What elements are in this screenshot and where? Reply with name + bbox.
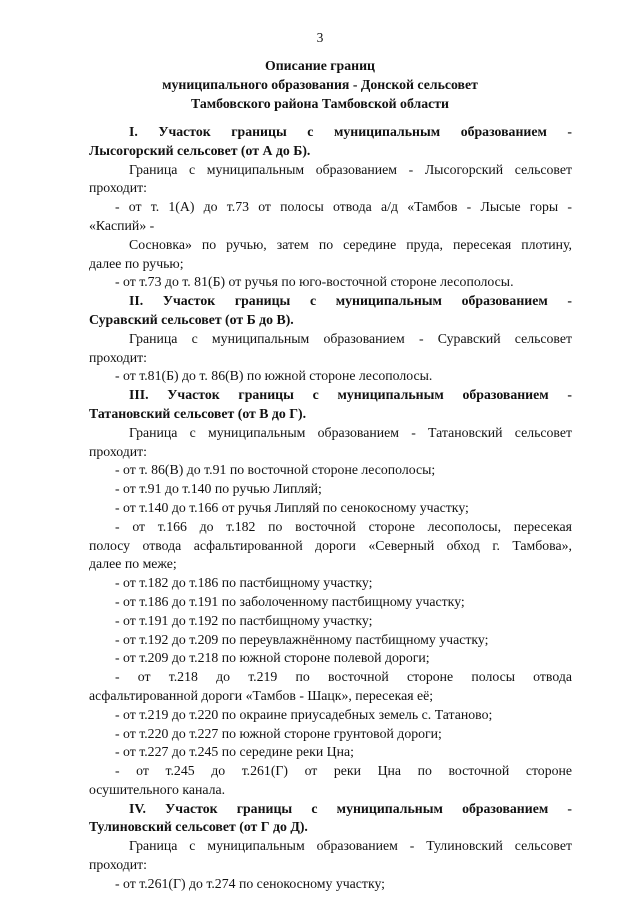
section-intro: Граница с муниципальным образованием - Суравский сельсовет — [129, 330, 572, 346]
section-heading: Тулиновский сельсовет (от Г до Д). — [89, 819, 308, 835]
title-line: Тамбовского района Тамбовской области — [191, 96, 449, 111]
section-heading: III. Участок границы с муниципальным образованием - — [129, 387, 572, 403]
title-line: Описание границ — [265, 58, 375, 73]
list-item: далее по меже; — [89, 556, 177, 572]
section-intro: Граница с муниципальным образованием - Лысогорский сельсовет — [129, 161, 572, 177]
list-item: - от т.166 до т.182 по восточной стороне лесополосы, пересекая — [115, 518, 572, 534]
section-intro: проходит: — [89, 443, 147, 459]
list-item: - от т. 86(В) до т.91 по восточной стороне лесополосы; — [115, 462, 436, 478]
list-item: - от т.220 до т.227 по южной стороне грунтовой дороги; — [115, 725, 442, 741]
list-item: - от т.186 до т.191 по заболоченному пастбищному участку; — [115, 593, 465, 609]
list-item: - от т.261(Г) до т.274 по сенокосному участку; — [115, 875, 386, 891]
list-item: - от т.227 до т.245 по середине реки Цна; — [115, 744, 354, 760]
list-item: далее по ручью; — [89, 255, 184, 271]
list-item: - от т.91 до т.140 по ручью Липляй; — [115, 481, 322, 497]
list-item: - от т.140 до т.166 от ручья Липляй по сенокосному участку; — [115, 499, 469, 515]
list-item: - от т. 1(А) до т.73 от полосы отвода а/д «Тамбов - Лысые горы - — [115, 199, 572, 215]
title-line: муниципального образования - Донской сельсовет — [162, 77, 478, 92]
section-heading: Татановский сельсовет (от В до Г). — [89, 405, 307, 421]
list-item: осушительного канала. — [89, 781, 226, 797]
section-heading: Суравский сельсовет (от Б до В). — [89, 311, 294, 327]
list-item: - от т.81(Б) до т. 86(В) по южной стороне лесополосы. — [115, 368, 433, 384]
section-intro: проходит: — [89, 857, 147, 873]
list-item: «Каспий» - — [89, 217, 155, 233]
section-heading: I. Участок границы с муниципальным образованием - — [129, 124, 572, 139]
list-item: - от т.218 до т.219 по восточной стороне полосы отвода — [115, 669, 572, 685]
section-intro: проходит: — [89, 349, 147, 365]
document-body — [89, 123, 572, 894]
list-item: Сосновка» по ручью, затем по середине пруда, пересекая плотину, — [129, 236, 572, 252]
section-heading: II. Участок границы с муниципальным образованием - — [129, 293, 572, 309]
list-item: - от т.209 до т.218 по южной стороне полевой дороги; — [115, 650, 430, 666]
list-item: - от т.219 до т.220 по окраине приусадебных земель с. Татаново; — [115, 706, 493, 722]
list-item: - от т.191 до т.192 по пастбищному участку; — [115, 612, 373, 628]
section-heading: Лысогорский сельсовет (от А до Б). — [89, 142, 311, 158]
list-item: полосу отвода асфальтированной дороги «Северный обход г. Тамбова», — [89, 537, 572, 553]
list-item: - от т.245 до т.261(Г) от реки Цна по восточной стороне — [115, 763, 572, 779]
list-item: - от т.192 до т.209 по переувлажнённому пастбищному участку; — [115, 631, 489, 647]
list-item: - от т.182 до т.186 по пастбищному участку; — [115, 575, 373, 591]
section-intro: проходит: — [89, 180, 147, 196]
list-item: асфальтированной дороги «Тамбов - Шацк», пересекая её; — [89, 687, 434, 703]
section-heading: IV. Участок границы с муниципальным образованием - — [129, 800, 572, 816]
document-title — [0, 56, 640, 113]
section-intro: Граница с муниципальным образованием - Татановский сельсовет — [129, 424, 572, 440]
list-item: - от т.73 до т. 81(Б) от ручья по юго-восточной стороне лесополосы. — [115, 274, 514, 290]
section-intro: Граница с муниципальным образованием - Тулиновский сельсовет — [129, 838, 572, 854]
page-number: 3 — [316, 30, 324, 45]
